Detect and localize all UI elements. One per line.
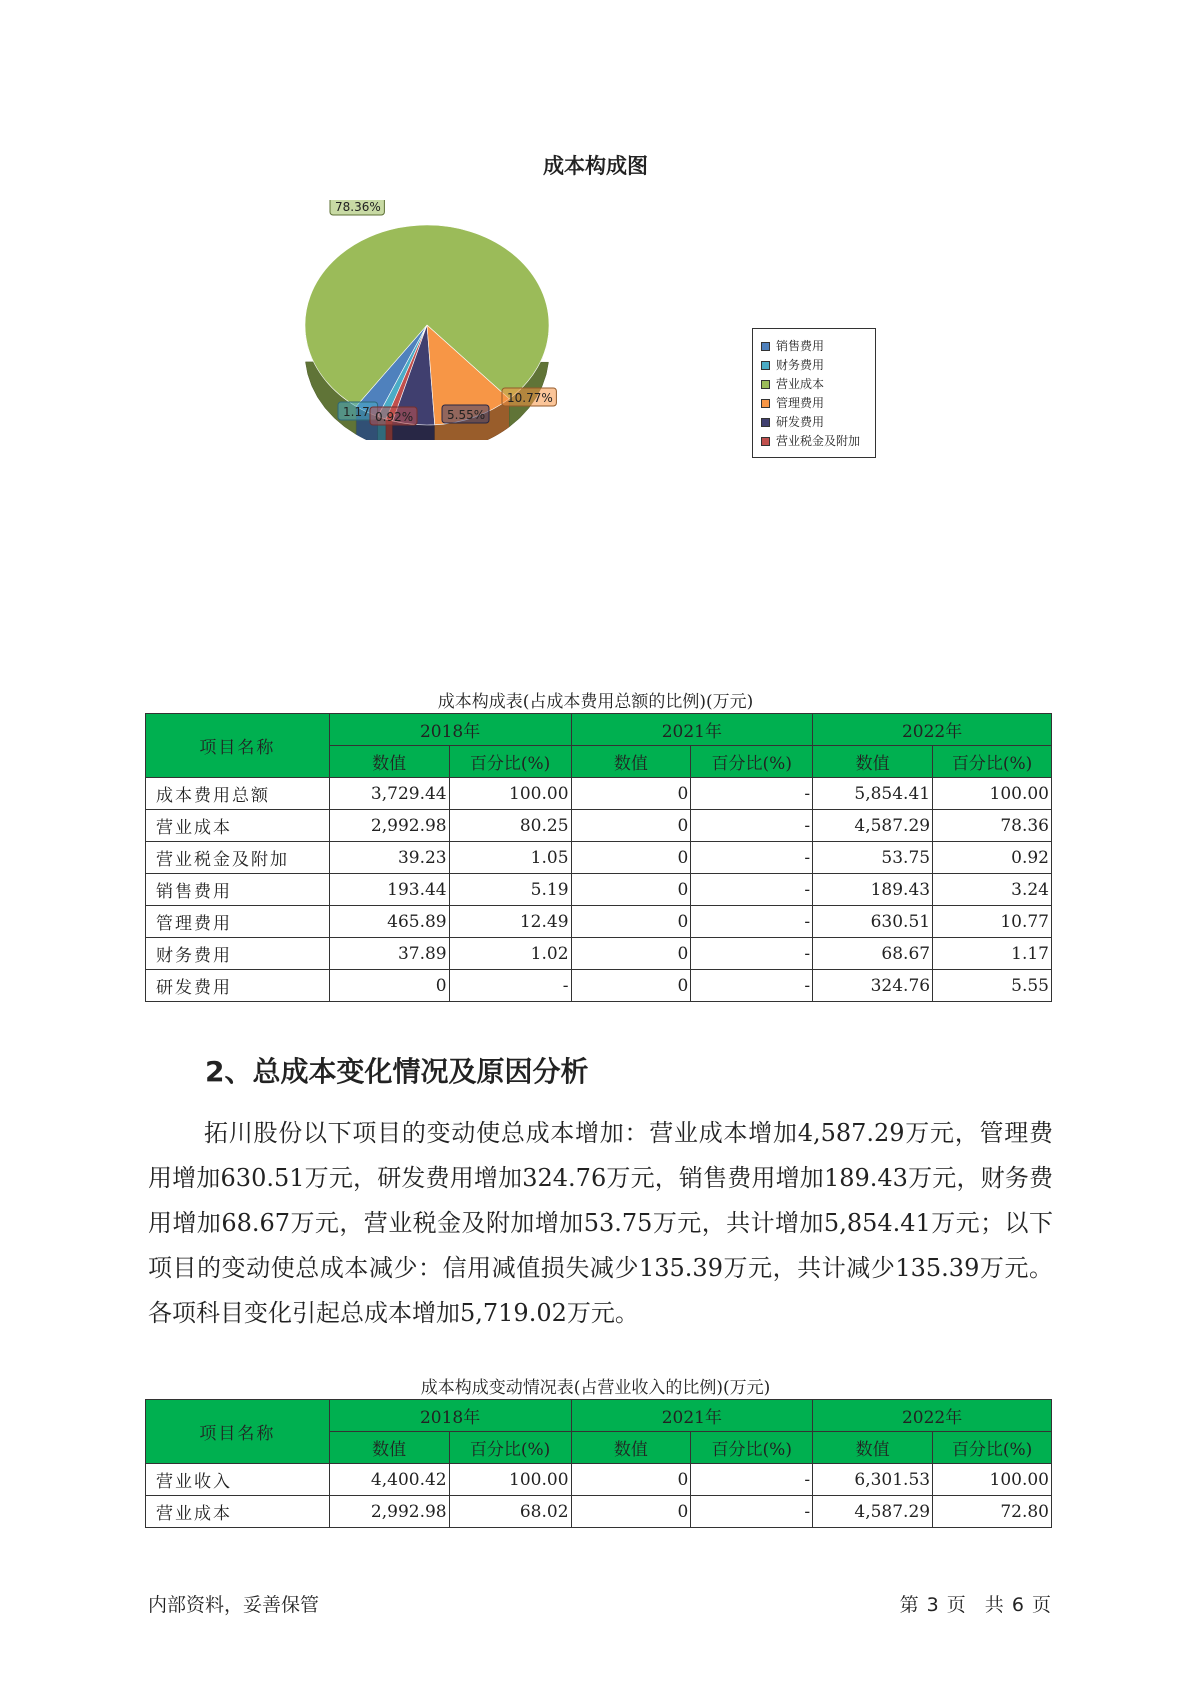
table-cell: 6,301.53 (813, 1464, 933, 1496)
legend-label: 营业税金及附加 (776, 434, 861, 448)
row-label: 营业成本 (146, 810, 330, 842)
data-label: 1.17 (343, 405, 370, 419)
table-cell: 0 (571, 874, 691, 906)
chart-title: 成本构成图 (543, 154, 648, 178)
row-label: 成本费用总额 (146, 778, 330, 810)
data-label: 10.77% (507, 391, 553, 405)
legend-label: 财务费用 (776, 358, 825, 372)
legend-swatch (761, 380, 770, 389)
table-cell: 0 (329, 970, 449, 1002)
legend-swatch (761, 399, 770, 408)
legend-swatch (761, 437, 770, 446)
table-cell: - (691, 810, 813, 842)
table-cell: 39.23 (329, 842, 449, 874)
table-cell: 100.00 (449, 778, 571, 810)
table-cell: - (691, 970, 813, 1002)
row-label: 销售费用 (146, 874, 330, 906)
data-label: 78.36% (335, 200, 381, 214)
legend-label: 管理费用 (776, 396, 825, 410)
legend-label: 营业成本 (776, 377, 825, 391)
table-cell: 4,400.42 (329, 1464, 449, 1496)
table-cell: 10.77 (933, 906, 1052, 938)
data-label: 0.92% (375, 410, 414, 424)
table-cell: 78.36 (933, 810, 1052, 842)
row-label: 研发费用 (146, 970, 330, 1002)
analysis-paragraph: 拓川股份以下项目的变动使总成本增加：营业成本增加4,587.29万元，管理费用增加630.51万元，研发费用增加324.76万元，销售费用增加189.43万元，财务费用增加68.67万元，营业税金及附加增加53.75万元，共计增加5,854.41万元；以下项目的变动使总成本减少：信用减值损失减少135.39万元，共计减少135.39万元。各项科目变化引起总成本增加5,719.02万元。 (148, 1119, 1053, 1327)
page-current: 3 (926, 1594, 939, 1616)
header-value: 数值 (571, 1432, 691, 1464)
table-cell: 53.75 (813, 842, 933, 874)
page-number (898, 1590, 1051, 1617)
table-cell: 3,729.44 (329, 778, 449, 810)
table-cell: 100.00 (449, 1464, 571, 1496)
table-cell: - (691, 938, 813, 970)
table-cell: 0 (571, 1496, 691, 1528)
table-cell: 2,992.98 (329, 810, 449, 842)
table-cell: 1.05 (449, 842, 571, 874)
table-cell: 0 (571, 906, 691, 938)
row-label: 营业成本 (146, 1496, 330, 1528)
header-percent: 百分比(%) (933, 746, 1052, 778)
legend-item (761, 337, 875, 356)
table-row (146, 1496, 1052, 1528)
table1-caption: 成本构成表(占成本费用总额的比例)(万元) (437, 692, 754, 712)
legend-swatch (761, 361, 770, 370)
header-item-name: 项目名称 (146, 1400, 330, 1464)
table-row (146, 970, 1052, 1002)
header-percent: 百分比(%) (691, 1432, 813, 1464)
table-cell: - (691, 1496, 813, 1528)
header-year: 2021年 (571, 1400, 813, 1432)
table-cell: 5,854.41 (813, 778, 933, 810)
table-cell: 0 (571, 778, 691, 810)
section-heading: 2、总成本变化情况及原因分析 (205, 1055, 589, 1088)
table-cell: 68.67 (813, 938, 933, 970)
row-label: 管理费用 (146, 906, 330, 938)
legend-swatch (761, 418, 770, 427)
page-suffix: 页 (1031, 1594, 1051, 1616)
table-row (146, 842, 1052, 874)
table-cell: - (691, 906, 813, 938)
legend-label: 销售费用 (776, 339, 825, 353)
table-cell: 0.92 (933, 842, 1052, 874)
header-year: 2018年 (329, 714, 571, 746)
row-label: 营业税金及附加 (146, 842, 330, 874)
header-value: 数值 (329, 746, 449, 778)
table-cell: 0 (571, 970, 691, 1002)
header-percent: 百分比(%) (449, 1432, 571, 1464)
table-row (146, 938, 1052, 970)
legend-item (761, 375, 875, 394)
table-cell: 324.76 (813, 970, 933, 1002)
table-cell: 465.89 (329, 906, 449, 938)
table-cell: 189.43 (813, 874, 933, 906)
table-cell: 68.02 (449, 1496, 571, 1528)
legend-item (761, 356, 875, 375)
header-item-name: 项目名称 (146, 714, 330, 778)
table-row (146, 874, 1052, 906)
header-value: 数值 (329, 1432, 449, 1464)
table-cell: 630.51 (813, 906, 933, 938)
table-cell: - (691, 874, 813, 906)
table-cell: 4,587.29 (813, 1496, 933, 1528)
table2-caption: 成本构成变动情况表(占营业收入的比例)(万元) (420, 1378, 771, 1398)
table-row (146, 810, 1052, 842)
table-cell: 0 (571, 938, 691, 970)
table-cell: 5.55 (933, 970, 1052, 1002)
cost-change-table (145, 1399, 1052, 1528)
table-cell: 3.24 (933, 874, 1052, 906)
table-cell: 37.89 (329, 938, 449, 970)
table-row (146, 778, 1052, 810)
row-label: 营业收入 (146, 1464, 330, 1496)
legend-item (761, 432, 875, 451)
cost-structure-table (145, 713, 1052, 1002)
legend-item (761, 394, 875, 413)
table-cell: 4,587.29 (813, 810, 933, 842)
data-label: 5.55% (447, 408, 486, 422)
table-cell: - (691, 778, 813, 810)
header-value: 数值 (571, 746, 691, 778)
table-cell: 0 (571, 810, 691, 842)
header-year: 2021年 (571, 714, 813, 746)
table-cell: 2,992.98 (329, 1496, 449, 1528)
table-cell: - (449, 970, 571, 1002)
header-year: 2018年 (329, 1400, 571, 1432)
row-label: 财务费用 (146, 938, 330, 970)
chart-legend (752, 328, 876, 458)
footer-note: 内部资料，妥善保管 (148, 1594, 320, 1616)
table-cell: 193.44 (329, 874, 449, 906)
table-cell: 5.19 (449, 874, 571, 906)
table-cell: - (691, 1464, 813, 1496)
table-cell: 0 (571, 1464, 691, 1496)
table-row (146, 906, 1052, 938)
page-prefix: 第 (899, 1594, 919, 1616)
table-cell: 80.25 (449, 810, 571, 842)
table-cell: 1.02 (449, 938, 571, 970)
header-value: 数值 (813, 746, 933, 778)
table-cell: 12.49 (449, 906, 571, 938)
header-percent: 百分比(%) (933, 1432, 1052, 1464)
pie-chart (290, 200, 590, 440)
legend-item (761, 413, 875, 432)
legend-swatch (761, 342, 770, 351)
header-value: 数值 (813, 1432, 933, 1464)
table-cell: 100.00 (933, 1464, 1052, 1496)
page-total: 6 (1011, 1594, 1024, 1616)
header-year: 2022年 (813, 1400, 1052, 1432)
table-cell: 1.17 (933, 938, 1052, 970)
table-cell: 72.80 (933, 1496, 1052, 1528)
header-percent: 百分比(%) (449, 746, 571, 778)
table-cell: - (691, 842, 813, 874)
header-percent: 百分比(%) (691, 746, 813, 778)
page-mid: 页 共 (946, 1594, 1004, 1616)
table-row (146, 1464, 1052, 1496)
table-cell: 100.00 (933, 778, 1052, 810)
legend-label: 研发费用 (776, 415, 825, 429)
table-cell: 0 (571, 842, 691, 874)
header-year: 2022年 (813, 714, 1052, 746)
